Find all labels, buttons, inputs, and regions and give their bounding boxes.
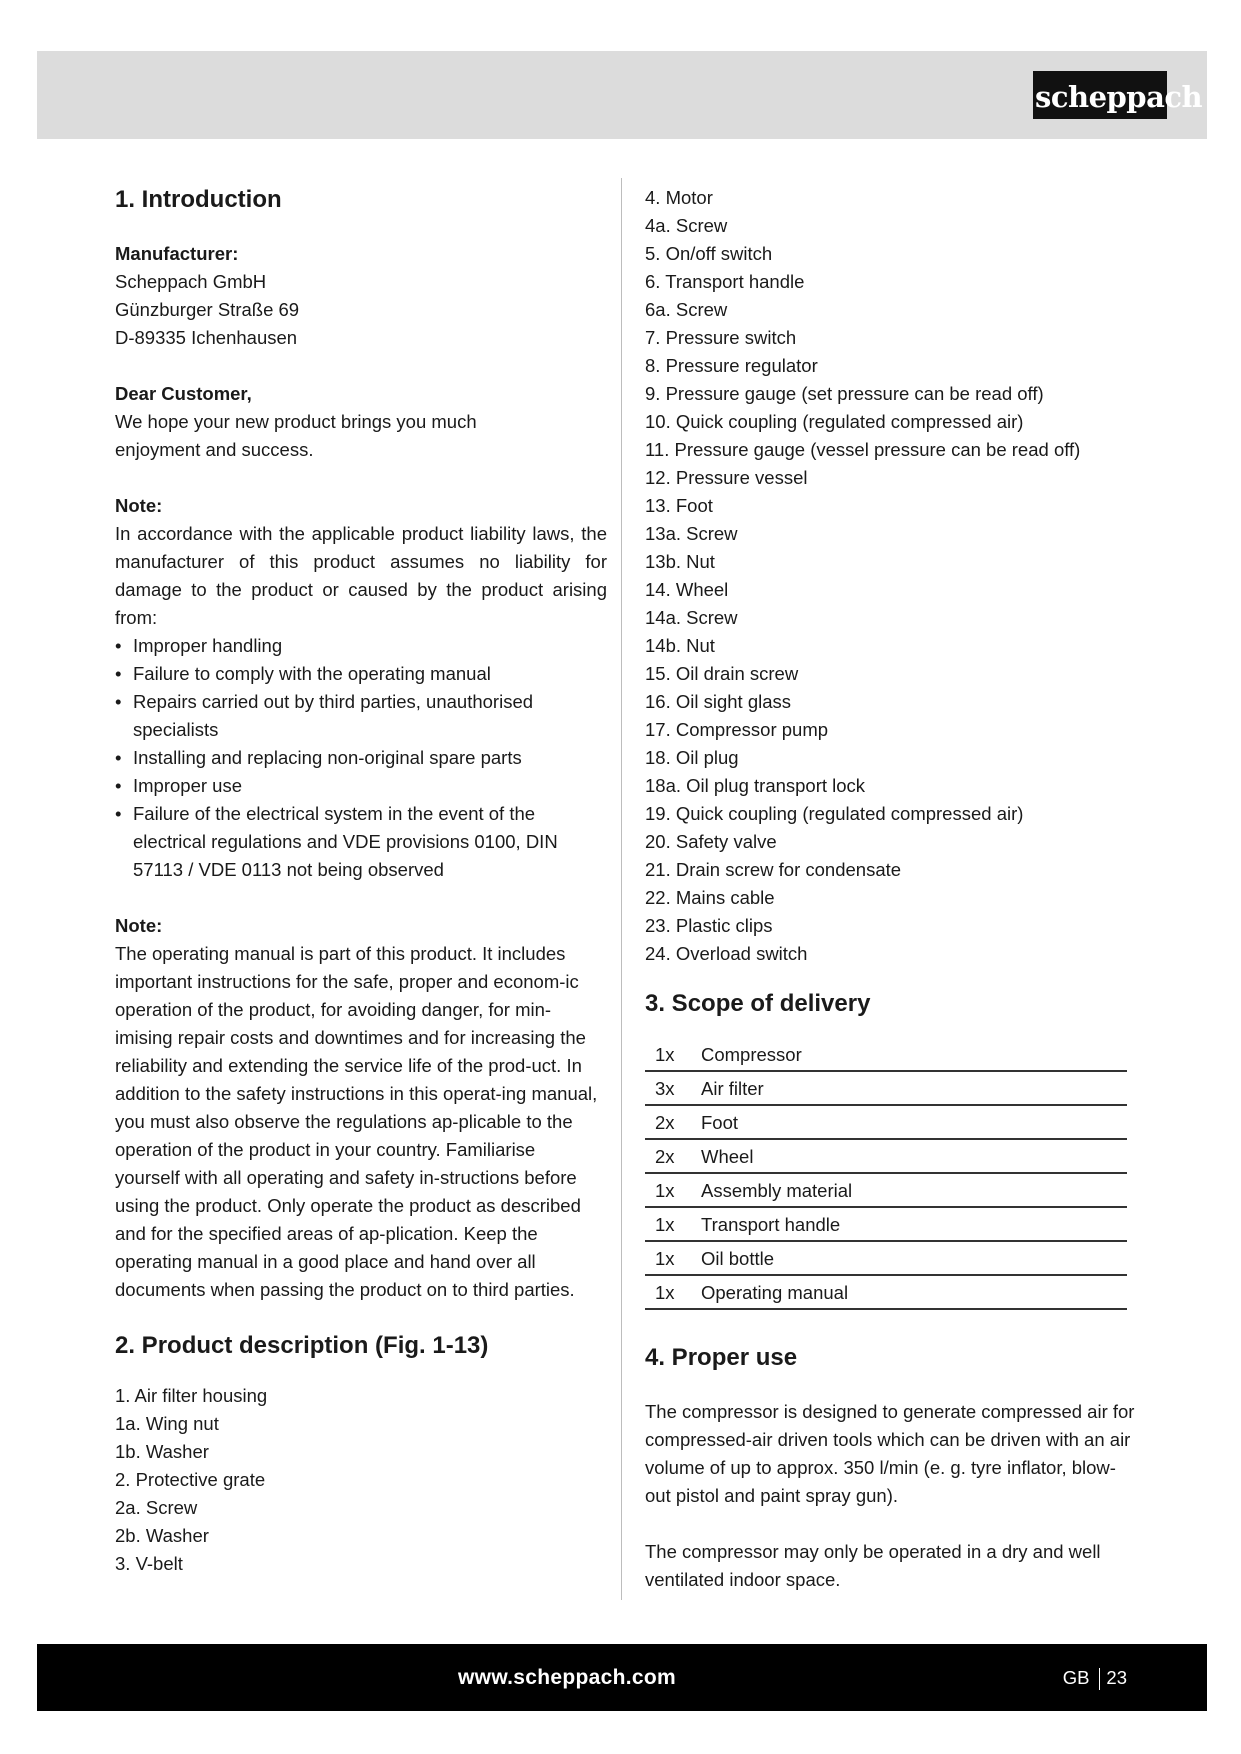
- list-item: 1. Air filter housing: [115, 1385, 268, 1406]
- list-item: 6. Transport handle: [645, 271, 805, 292]
- list-item: 14b. Nut: [645, 635, 715, 656]
- list-item: 22. Mains cable: [645, 887, 775, 908]
- introduction-heading: 1. Introduction: [115, 186, 282, 213]
- list-item: 7. Pressure switch: [645, 327, 797, 348]
- table-row: [645, 1139, 1127, 1173]
- proper-use-paragraph-2: The compressor may only be operated in a dry and well ventilated indoor space.: [645, 1541, 1101, 1590]
- left-column: [115, 184, 607, 1578]
- website-link[interactable]: www.scheppach.com: [458, 1666, 676, 1689]
- quantity-cell: 1x: [645, 1038, 701, 1071]
- table-row: [645, 1275, 1127, 1309]
- list-item: 2a. Screw: [115, 1497, 198, 1518]
- list-item: 10. Quick coupling (regulated compressed air): [645, 411, 1024, 432]
- language-code: GB: [1062, 1667, 1090, 1688]
- quantity-cell: 2x: [645, 1105, 701, 1139]
- note-manual-text: The operating manual is part of this product. It includes important instructions for the safe, proper and econom-ic operation of the product, for avoiding danger, for min-imising repair costs and downtimes and for increasing the reliability and extending the service life of the prod-uct. In addition to the safety instructions in this operat-ing manual, you must also observe the regulations ap-plicable to the operation of the product in your country. Familiarise yourself with all operating and safety in-structions before using the product. Only operate the product as described and for the specified areas of ap-plication. Keep the operating manual in a good place and hand over all documents when passing the product on to third parties.: [115, 943, 598, 1300]
- list-item: 16. Oil sight glass: [645, 691, 792, 712]
- proper-use-heading: 4. Proper use: [645, 1344, 798, 1371]
- footer-bar: [37, 1644, 1207, 1711]
- item-cell: Air filter: [701, 1071, 1127, 1105]
- list-item: 15. Oil drain screw: [645, 663, 799, 684]
- list-item: 20. Safety valve: [645, 831, 777, 852]
- quantity-cell: 1x: [645, 1207, 701, 1241]
- quantity-cell: 1x: [645, 1173, 701, 1207]
- manufacturer-label: Manufacturer:: [115, 243, 239, 264]
- list-item: 12. Pressure vessel: [645, 467, 808, 488]
- note-label-2: Note:: [115, 915, 163, 936]
- table-row: [645, 1207, 1127, 1241]
- list-item: 21. Drain screw for condensate: [645, 859, 902, 880]
- list-item: 17. Compressor pump: [645, 719, 829, 740]
- list-item: 24. Overload switch: [645, 943, 808, 964]
- quantity-cell: 1x: [645, 1241, 701, 1275]
- quantity-cell: 3x: [645, 1071, 701, 1105]
- list-item: 3. V-belt: [115, 1553, 183, 1574]
- table-row: [645, 1071, 1127, 1105]
- liability-bullet-list: [115, 632, 607, 884]
- list-item: • Failure to comply with the operating manual: [115, 660, 607, 688]
- address-line: Günzburger Straße 69: [115, 299, 300, 320]
- list-item: 1a. Wing nut: [115, 1413, 219, 1434]
- list-item: 19. Quick coupling (regulated compressed air): [645, 803, 1024, 824]
- item-cell: Assembly material: [701, 1173, 1127, 1207]
- table-row: [645, 1173, 1127, 1207]
- item-cell: Operating manual: [701, 1275, 1127, 1309]
- list-item: 5. On/off switch: [645, 243, 773, 264]
- item-cell: Oil bottle: [701, 1241, 1127, 1275]
- list-item: • Failure of the electrical system in the event of the electrical regulations and VDE provisions 0100, DIN 57113 / VDE 0113 not being observed: [115, 800, 607, 884]
- right-column: [645, 184, 1133, 1594]
- list-item: 18a. Oil plug transport lock: [645, 775, 866, 796]
- column-divider: [621, 178, 622, 1600]
- item-cell: Compressor: [701, 1038, 1127, 1071]
- list-item: 6a. Screw: [645, 299, 728, 320]
- page-indicator: [1063, 1644, 1127, 1711]
- scope-of-delivery-table: [645, 1038, 1127, 1310]
- list-item: 2b. Washer: [115, 1525, 209, 1546]
- list-item: • Installing and replacing non-original spare parts: [115, 744, 607, 772]
- address-line: D-89335 Ichenhausen: [115, 327, 298, 348]
- list-item: 14. Wheel: [645, 579, 729, 600]
- page-separator: [1099, 1668, 1100, 1690]
- table-row: [645, 1105, 1127, 1139]
- list-item: 13b. Nut: [645, 551, 715, 572]
- list-item: • Improper handling: [115, 632, 607, 660]
- list-item: 4a. Screw: [645, 215, 728, 236]
- item-cell: Wheel: [701, 1139, 1127, 1173]
- header-bar: [37, 51, 1207, 139]
- list-item: 2. Protective grate: [115, 1469, 266, 1490]
- item-cell: Foot: [701, 1105, 1127, 1139]
- list-item: • Repairs carried out by third parties, unauthorised specialists: [115, 688, 607, 744]
- manufacturer-address: [115, 268, 607, 352]
- address-line: Scheppach GmbH: [115, 271, 267, 292]
- proper-use-paragraph-1: The compressor is designed to generate compressed air for compressed-air driven tools which can be driven with an air volume of up to approx. 350 l/min (e. g. tyre inflator, blow-out pistol and paint spray gun).: [645, 1401, 1135, 1506]
- dear-customer-text: We hope your new product brings you much enjoyment and success.: [115, 411, 477, 460]
- quantity-cell: 2x: [645, 1139, 701, 1173]
- note-label: Note:: [115, 495, 163, 516]
- note-liability-text: In accordance with the applicable product liability laws, the manufacturer of this product assumes no liability for damage to the product or caused by the product arising from:: [115, 523, 607, 628]
- list-item: 23. Plastic clips: [645, 915, 773, 936]
- product-description-heading: 2. Product description (Fig. 1-13): [115, 1332, 489, 1359]
- table-row: [645, 1038, 1127, 1071]
- list-item: 4. Motor: [645, 187, 713, 208]
- list-item: • Improper use: [115, 772, 607, 800]
- item-cell: Transport handle: [701, 1207, 1127, 1241]
- list-item: 18. Oil plug: [645, 747, 739, 768]
- product-part-list: [115, 1382, 607, 1578]
- dear-customer-label: Dear Customer,: [115, 383, 252, 404]
- list-item: 9. Pressure gauge (set pressure can be read off): [645, 383, 1044, 404]
- list-item: 1b. Washer: [115, 1441, 209, 1462]
- list-item: 13. Foot: [645, 495, 713, 516]
- list-item: 8. Pressure regulator: [645, 355, 818, 376]
- quantity-cell: 1x: [645, 1275, 701, 1309]
- list-item: 11. Pressure gauge (vessel pressure can be read off): [645, 439, 1081, 460]
- list-item: 14a. Screw: [645, 607, 738, 628]
- table-row: [645, 1241, 1127, 1275]
- scope-of-delivery-heading: 3. Scope of delivery: [645, 990, 871, 1017]
- product-part-list-continued: [645, 184, 1133, 968]
- scheppach-logo: scheppach: [1033, 71, 1167, 119]
- list-item: 13a. Screw: [645, 523, 738, 544]
- page-number: 23: [1106, 1667, 1127, 1688]
